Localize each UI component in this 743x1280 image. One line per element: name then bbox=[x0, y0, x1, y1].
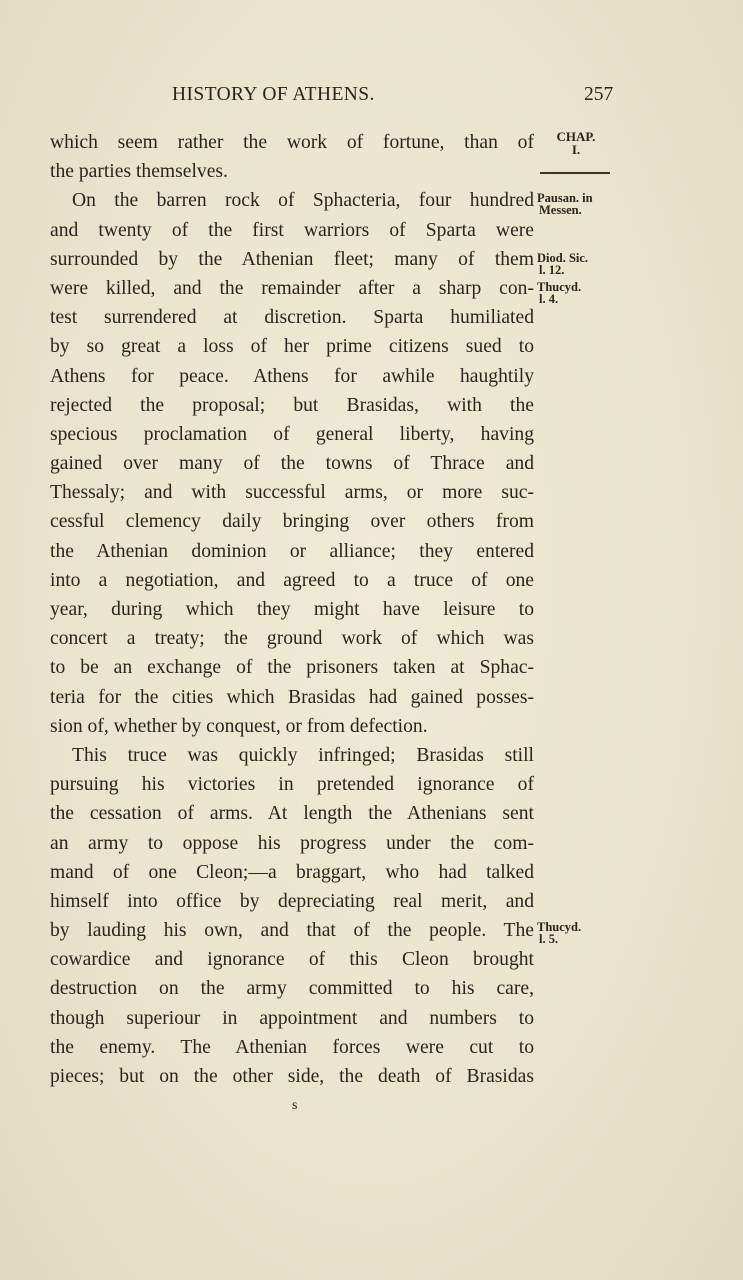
margin-note-reference: l. 4. bbox=[539, 292, 559, 306]
text-line: the enemy. The Athenian forces were cut to bbox=[50, 1036, 534, 1058]
margin-note-source: Pausan. in bbox=[537, 191, 593, 205]
text-line: pursuing his victories in pretended ignorance of bbox=[50, 774, 534, 796]
body-text bbox=[50, 128, 534, 1091]
text-line: by lauding his own, and that of the people. The bbox=[50, 920, 534, 942]
text-line: which seem rather the work of fortune, than of bbox=[50, 132, 534, 153]
page-number: 257 bbox=[584, 84, 614, 105]
text-line: cowardice and ignorance of this Cleon brought bbox=[50, 949, 534, 971]
text-line: This truce was quickly infringed; Brasidas still bbox=[72, 744, 534, 766]
text-line: year, during which they might have leisure to bbox=[50, 599, 534, 620]
chapter-number: I. bbox=[571, 142, 581, 157]
margin-note-reference: l. 5. bbox=[539, 932, 559, 946]
margin-note-source: Thucyd. bbox=[537, 280, 582, 294]
text-line: teria for the cities which Brasidas had gained posses- bbox=[50, 686, 534, 708]
text-line: the Athenian dominion or alliance; they entered bbox=[50, 540, 534, 562]
text-line: the cessation of arms. At length the Athenians sent bbox=[50, 803, 534, 825]
chapter-label: CHAP. bbox=[556, 129, 596, 144]
text-line: rejected the proposal; but Brasidas, with the bbox=[50, 394, 534, 416]
text-line: by so great a loss of her prime citizens sued to bbox=[50, 336, 534, 358]
text-line: sion of, whether by conquest, or from defection. bbox=[50, 715, 428, 737]
margin-note-source: Diod. Sic. bbox=[537, 251, 589, 265]
text-line: gained over many of the towns of Thrace and bbox=[50, 453, 534, 475]
margin-note-reference: l. 12. bbox=[539, 263, 565, 277]
text-line: concert a treaty; the ground work of which was bbox=[50, 628, 534, 650]
margin-note-thucydides-4 bbox=[537, 281, 609, 305]
margin-note-diodorus bbox=[537, 252, 609, 276]
text-line: into a negotiation, and agreed to a truce of one bbox=[50, 569, 534, 591]
text-line: specious proclamation of general liberty, having bbox=[50, 423, 534, 445]
text-line: pieces; but on the other side, the death of Brasidas bbox=[50, 1066, 534, 1087]
text-line: Athens for peace. Athens for awhile haughtily bbox=[50, 365, 534, 387]
chapter-rule bbox=[540, 172, 610, 174]
margin-note-reference: Messen. bbox=[539, 203, 582, 217]
text-line: were killed, and the remainder after a sharp con- bbox=[50, 277, 534, 299]
text-line: though superiour in appointment and numbers to bbox=[50, 1007, 534, 1029]
text-line: destruction on the army committed to his care, bbox=[50, 978, 534, 1000]
text-line: the parties themselves. bbox=[50, 161, 228, 183]
signature-mark: s bbox=[292, 1098, 298, 1113]
text-line: to be an exchange of the prisoners taken at Sphac- bbox=[50, 657, 534, 679]
chapter-marker bbox=[552, 130, 600, 156]
text-line: an army to oppose his progress under the com- bbox=[50, 832, 534, 854]
text-line: On the barren rock of Sphacteria, four hundred bbox=[72, 190, 534, 212]
text-line: Thessaly; and with successful arms, or more suc- bbox=[50, 482, 534, 504]
margin-note-source: Thucyd. bbox=[537, 920, 582, 934]
text-line: himself into office by depreciating real merit, and bbox=[50, 890, 534, 912]
text-line: surrounded by the Athenian fleet; many of them bbox=[50, 248, 534, 270]
text-line: test surrendered at discretion. Sparta humiliated bbox=[50, 307, 534, 329]
margin-note-thucydides-5 bbox=[537, 921, 609, 945]
text-line: mand of one Cleon;—a braggart, who had talked bbox=[50, 861, 534, 883]
running-title: HISTORY OF ATHENS. bbox=[172, 84, 375, 105]
text-line: and twenty of the first warriors of Sparta were bbox=[50, 219, 534, 241]
text-line: cessful clemency daily bringing over others from bbox=[50, 511, 534, 533]
margin-note-pausanias bbox=[537, 192, 609, 216]
